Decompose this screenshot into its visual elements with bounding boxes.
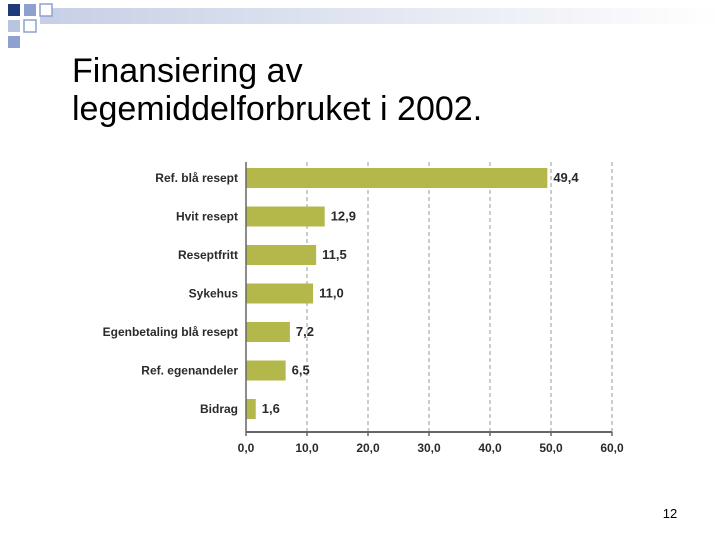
value-label: 11,0	[319, 285, 344, 301]
value-label: 49,4	[553, 170, 579, 185]
x-tick-label: 40,0	[478, 441, 502, 455]
slide-title-line-1: Finansiering av	[72, 52, 303, 90]
category-label: Hvit resept	[175, 209, 238, 224]
value-label: 12,9	[330, 208, 357, 224]
value-label: 7,2	[295, 324, 314, 339]
x-tick-label: 10,0	[295, 441, 319, 455]
bar	[246, 207, 325, 227]
value-label: 6,5	[291, 362, 310, 378]
bar	[246, 361, 286, 381]
page-number: 12	[662, 506, 678, 521]
slide-title	[72, 52, 672, 128]
slide-title-line-2: legemiddelforbruket i 2002.	[72, 90, 483, 128]
category-label: Reseptfritt	[177, 248, 238, 262]
category-label: Sykehus	[188, 286, 238, 301]
slide-decoration	[0, 0, 720, 50]
category-label: Egenbetaling blå resept	[102, 325, 238, 339]
x-tick-label: 20,0	[356, 441, 380, 455]
x-tick-label: 60,0	[600, 441, 624, 455]
bar	[246, 284, 313, 304]
bar	[246, 322, 290, 342]
bar	[246, 168, 547, 188]
value-label: 1,6	[261, 401, 280, 416]
financing-bar-chart	[60, 150, 660, 465]
bar	[246, 245, 316, 265]
bar	[246, 399, 256, 419]
value-label: 11,5	[322, 247, 347, 262]
x-tick-label: 50,0	[539, 441, 563, 455]
category-label: Ref. blå resept	[155, 171, 238, 185]
category-label: Ref. egenandeler	[141, 363, 238, 378]
x-tick-label: 0,0	[237, 441, 255, 455]
x-tick-label: 30,0	[417, 441, 441, 455]
category-label: Bidrag	[199, 402, 238, 416]
